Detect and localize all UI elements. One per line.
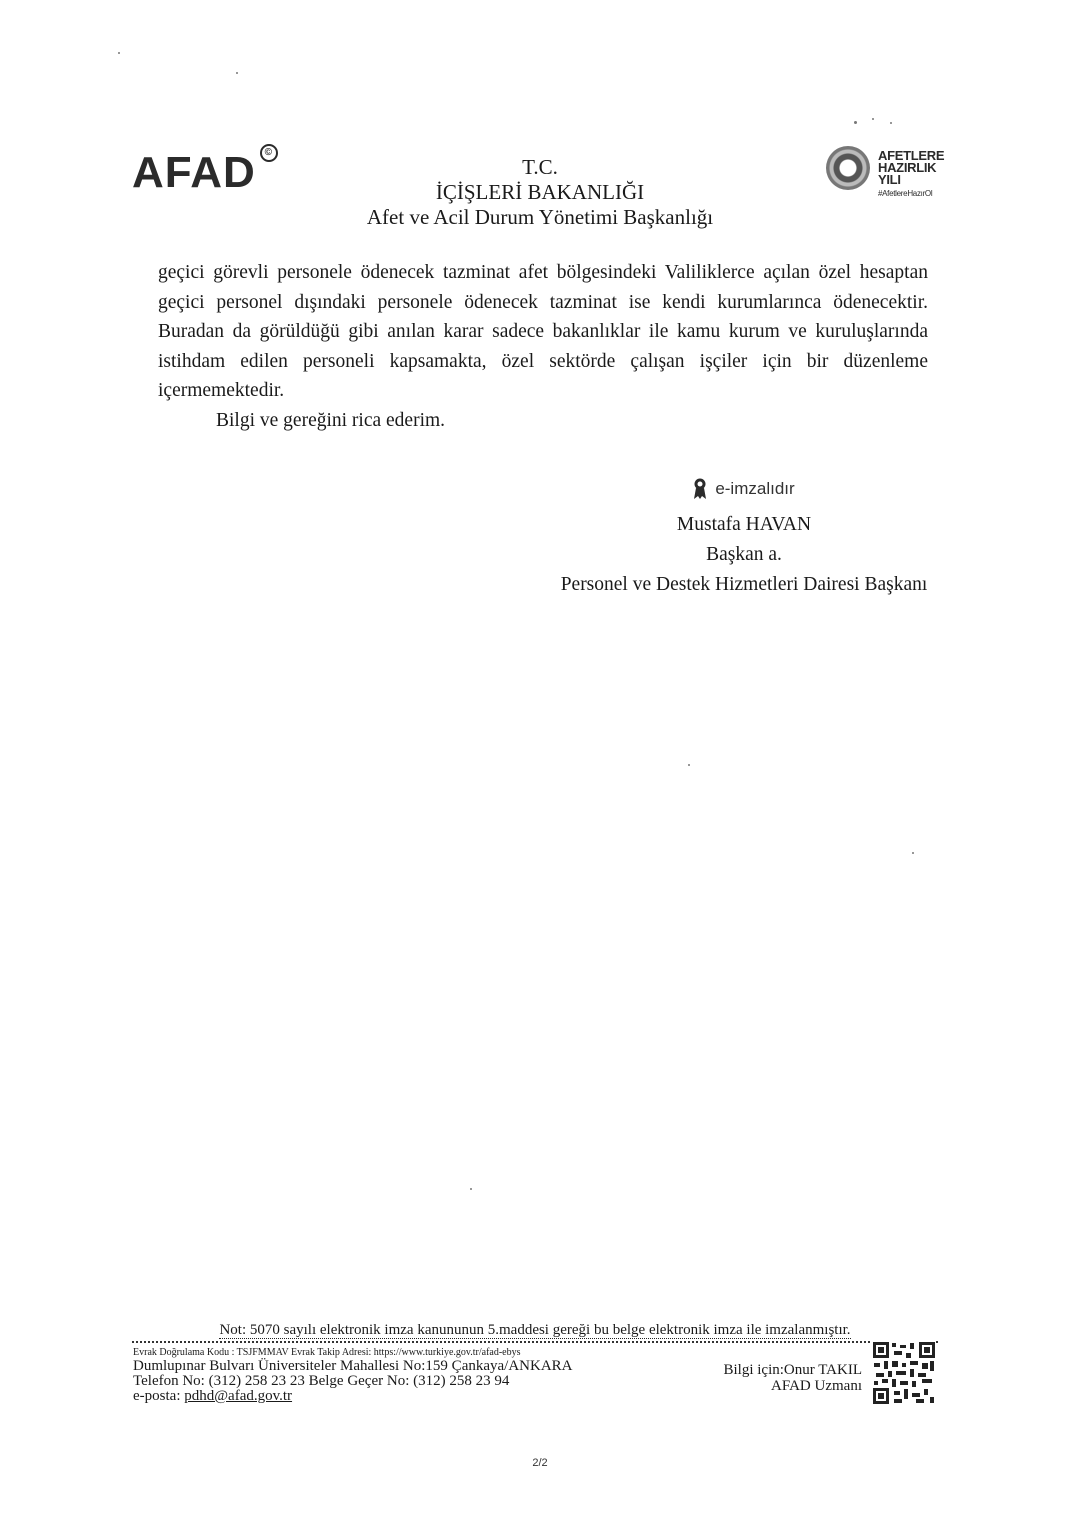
rosette-icon bbox=[693, 478, 707, 500]
footer-contact bbox=[133, 1347, 573, 1404]
signatory-department: Personel ve Destek Hizmetleri Dairesi Başkanı bbox=[560, 574, 928, 595]
signatory-name: Mustafa HAVAN bbox=[676, 514, 812, 535]
body-paragraph: geçici görevli personele ödenecek tazminat afet bölgesindeki Valiliklerce açılan özel hesaptan geçici personel dışındaki personele ödenecek tazminat ise kendi kurumlarınca ödenecektir. Buradan da görüldüğü gibi anılan karar sadece bakanlıklar ile kamu kurum ve kuruluşlarında istihdam edilen personeli kapsamakta, özel sektörde çalışan işçiler için bir düzenleme içermemektedir. bbox=[158, 262, 928, 401]
preparedness-year-logo: AFETLERE HAZIRLIK YILI #AfetlereHazırOl bbox=[826, 142, 956, 202]
letterhead-ministry: İÇİŞLERİ BAKANLIĞI bbox=[435, 180, 645, 204]
footer-address: Dumlupınar Bulvarı Üniversiteler Mahallesi No:159 Çankaya/ANKARA bbox=[133, 1358, 573, 1374]
signature-block bbox=[548, 474, 940, 600]
footer-phone: Telefon No: (312) 258 23 23 Belge Geçer No: (312) 258 23 94 bbox=[133, 1373, 510, 1389]
footer-email: e-posta: pdhd@afad.gov.tr bbox=[133, 1388, 293, 1404]
preparedness-emblem-icon bbox=[826, 146, 870, 190]
verification-code: Evrak Doğrulama Kodu : TSJFMMAV Evrak Takip Adresi: https://www.turkiye.gov.tr/afad-ebys bbox=[133, 1347, 521, 1358]
e-signature-note: Not: 5070 sayılı elektronik imza kanununun 5.maddesi gereği bu belge elektronik imza ile imzalanmıştır. bbox=[219, 1322, 851, 1338]
email-link[interactable]: pdhd@afad.gov.tr bbox=[184, 1388, 293, 1404]
signatory-title: Başkan a. bbox=[706, 544, 782, 565]
afad-logo: AFAD © bbox=[132, 148, 256, 198]
qr-code-icon bbox=[872, 1341, 936, 1405]
registered-icon: © bbox=[260, 144, 278, 162]
letter-body bbox=[158, 258, 928, 435]
footer-divider bbox=[132, 1341, 938, 1343]
closing-line: Bilgi ve gereğini rica ederim. bbox=[216, 409, 446, 431]
page-number: 2/2 bbox=[532, 1457, 548, 1469]
letterhead-tc: T.C. bbox=[522, 155, 558, 179]
letterhead-presidency: Afet ve Acil Durum Yönetimi Başkanlığı bbox=[366, 205, 714, 229]
info-contact: Bilgi için:Onur TAKIL AFAD Uzmanı bbox=[723, 1362, 862, 1394]
e-signature-stamp: e-imzalıdır bbox=[693, 474, 794, 504]
